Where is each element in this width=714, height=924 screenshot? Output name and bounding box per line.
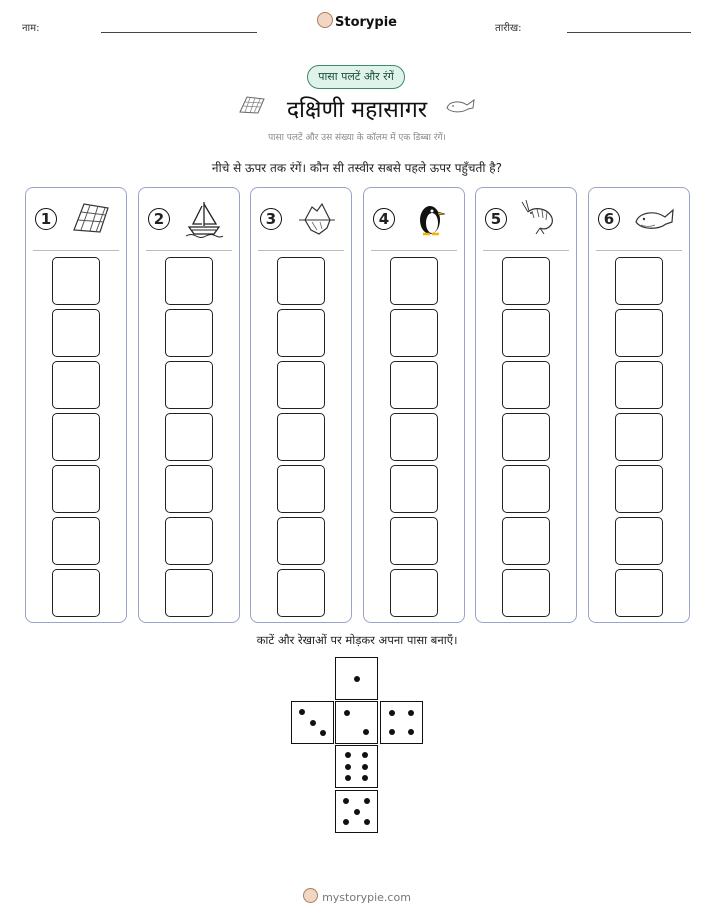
die-pip xyxy=(363,729,369,735)
column-number: 5 xyxy=(485,208,507,230)
die-pip xyxy=(299,709,305,715)
color-box[interactable] xyxy=(502,413,550,461)
die-pip xyxy=(408,710,414,716)
color-box[interactable] xyxy=(52,257,100,305)
color-box[interactable] xyxy=(502,569,550,617)
color-box[interactable] xyxy=(502,309,550,357)
die-instruction: काटें और रेखाओं पर मोड़कर अपना पासा बनाएँ। xyxy=(256,633,458,647)
penguin-icon xyxy=(408,198,450,238)
die-face-1 xyxy=(335,657,378,700)
die-pip xyxy=(389,710,395,716)
die-pip xyxy=(362,752,368,758)
color-box[interactable] xyxy=(277,569,325,617)
die-face-5 xyxy=(335,790,378,833)
column-2 xyxy=(138,187,240,623)
whale-icon xyxy=(633,198,675,238)
column-divider xyxy=(371,250,457,251)
bear-logo-icon xyxy=(317,12,333,28)
column-number: 2 xyxy=(148,208,170,230)
sailboat-icon xyxy=(183,198,225,238)
name-label: नाम: xyxy=(22,23,40,34)
color-box[interactable] xyxy=(502,361,550,409)
column-divider xyxy=(33,250,119,251)
column-number: 4 xyxy=(373,208,395,230)
activity-badge: पासा पलटें और रंगें xyxy=(307,65,405,89)
color-box[interactable] xyxy=(277,517,325,565)
die-pip xyxy=(343,798,349,804)
color-box[interactable] xyxy=(615,257,663,305)
column-number: 1 xyxy=(35,208,57,230)
footer-url[interactable]: mystorypie.com xyxy=(322,891,411,904)
die-pip xyxy=(364,819,370,825)
color-box[interactable] xyxy=(615,569,663,617)
color-box[interactable] xyxy=(615,309,663,357)
brand-logo xyxy=(0,12,714,30)
brand-name: Storypie xyxy=(335,15,397,30)
die-pip xyxy=(362,764,368,770)
color-box[interactable] xyxy=(52,413,100,461)
date-line[interactable] xyxy=(567,32,691,33)
color-box[interactable] xyxy=(165,569,213,617)
die-pip xyxy=(310,720,316,726)
color-box[interactable] xyxy=(52,465,100,513)
color-box[interactable] xyxy=(277,413,325,461)
column-6 xyxy=(588,187,690,623)
bear-logo-icon xyxy=(303,888,318,903)
ice-shelf-icon xyxy=(70,198,112,238)
column-divider xyxy=(483,250,569,251)
color-box[interactable] xyxy=(502,257,550,305)
die-pip xyxy=(408,729,414,735)
color-box[interactable] xyxy=(165,257,213,305)
krill-icon xyxy=(520,198,562,238)
color-box[interactable] xyxy=(615,465,663,513)
color-box[interactable] xyxy=(165,361,213,409)
footer xyxy=(0,888,714,904)
color-box[interactable] xyxy=(390,569,438,617)
column-5 xyxy=(475,187,577,623)
die-face-2 xyxy=(335,701,378,744)
page-title: दक्षिणी महासागर xyxy=(286,97,428,123)
die-face-3 xyxy=(291,701,334,744)
column-divider xyxy=(596,250,682,251)
color-box[interactable] xyxy=(277,361,325,409)
color-box[interactable] xyxy=(390,361,438,409)
iceberg-icon xyxy=(295,198,337,238)
color-box[interactable] xyxy=(52,517,100,565)
color-box[interactable] xyxy=(390,257,438,305)
die-pip xyxy=(344,710,350,716)
color-box[interactable] xyxy=(277,465,325,513)
column-divider xyxy=(146,250,232,251)
color-box[interactable] xyxy=(615,361,663,409)
die-pip xyxy=(345,764,351,770)
die-pip xyxy=(362,775,368,781)
color-box[interactable] xyxy=(52,361,100,409)
color-box[interactable] xyxy=(615,413,663,461)
whale-icon xyxy=(444,96,478,116)
date-label: तारीख: xyxy=(495,23,522,34)
die-pip xyxy=(354,676,360,682)
column-number: 6 xyxy=(598,208,620,230)
color-box[interactable] xyxy=(165,517,213,565)
die-pip xyxy=(345,775,351,781)
color-box[interactable] xyxy=(165,465,213,513)
column-3 xyxy=(250,187,352,623)
die-face-4 xyxy=(380,701,423,744)
die-pip xyxy=(354,809,360,815)
color-box[interactable] xyxy=(165,309,213,357)
color-box[interactable] xyxy=(502,517,550,565)
color-box[interactable] xyxy=(165,413,213,461)
color-box[interactable] xyxy=(502,465,550,513)
column-number: 3 xyxy=(260,208,282,230)
color-box[interactable] xyxy=(390,413,438,461)
color-box[interactable] xyxy=(277,309,325,357)
name-line[interactable] xyxy=(101,32,257,33)
question-text: नीचे से ऊपर तक रंगें। कौन सी तस्वीर सबसे पहले ऊपर पहुँचती है? xyxy=(211,161,503,175)
color-box[interactable] xyxy=(390,517,438,565)
color-box[interactable] xyxy=(52,569,100,617)
color-box[interactable] xyxy=(390,309,438,357)
column-1 xyxy=(25,187,127,623)
color-box[interactable] xyxy=(277,257,325,305)
die-face-6 xyxy=(335,745,378,788)
die-pip xyxy=(389,729,395,735)
die-pip xyxy=(343,819,349,825)
color-box[interactable] xyxy=(390,465,438,513)
die-pip xyxy=(320,730,326,736)
die-pip xyxy=(364,798,370,804)
die-pip xyxy=(345,752,351,758)
column-4 xyxy=(363,187,465,623)
color-box[interactable] xyxy=(615,517,663,565)
instructions-text: पासा पलटें और उस संख्या के कॉलम में एक डिब्बा रंगें। xyxy=(268,133,446,143)
column-divider xyxy=(258,250,344,251)
color-box[interactable] xyxy=(52,309,100,357)
